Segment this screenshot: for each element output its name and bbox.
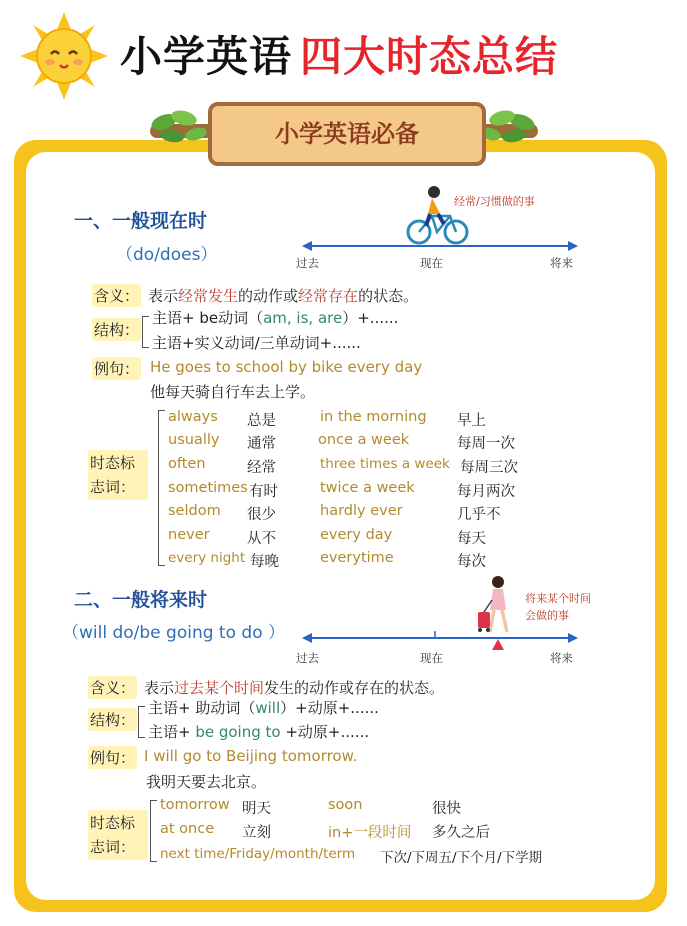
- meaning-label: 含义：: [88, 676, 137, 699]
- meaning-text-present: 表示经常发生的动作或经常存在的状态。: [148, 287, 419, 305]
- marker-zh-last: 下次/下周五/下个月/下学期: [380, 850, 543, 866]
- marker-zh: 从不: [247, 531, 276, 547]
- marker-zh2: 每天: [457, 531, 486, 547]
- marker-en: often: [168, 456, 206, 472]
- marker-en2: in the morning: [320, 409, 427, 425]
- marker-zh2: 每周三次: [460, 460, 518, 476]
- timeline-future: 将来: [550, 651, 573, 665]
- marker-zh: 明天: [242, 801, 271, 817]
- marker-zh2: 很快: [432, 801, 461, 817]
- meaning-label: 含义：: [92, 284, 141, 307]
- timeline-note-future-2: 会做的事: [525, 609, 569, 622]
- structure-label: 结构：: [88, 708, 137, 731]
- structure-line-1: 主语+ 助动词（will）+动原+......: [148, 699, 379, 717]
- example-label: 例句：: [92, 357, 141, 380]
- tense-form-future: （will do/be going to do ）: [62, 623, 286, 643]
- structure-line-2: 主语+ be going to +动原+......: [148, 723, 370, 741]
- marker-en2: in+一段时间: [328, 825, 412, 841]
- marker-zh2: 每周一次: [457, 436, 515, 452]
- structure-bracket: [142, 316, 149, 348]
- example-en-present: He goes to school by bike every day: [150, 358, 423, 376]
- marker-en: usually: [168, 432, 220, 448]
- markers-label: 时态标志词：: [88, 810, 148, 860]
- marker-en2: everytime: [320, 550, 394, 566]
- example-zh-present: 他每天骑自行车去上学。: [150, 383, 316, 401]
- marker-zh: 立刻: [242, 825, 271, 841]
- marker-en2: hardly ever: [320, 503, 403, 519]
- timeline-present: 现在: [420, 256, 443, 270]
- marker-en2: twice a week: [320, 480, 415, 496]
- marker-en: tomorrow: [160, 797, 230, 813]
- markers-bracket: [150, 800, 157, 862]
- timeline-future: 将来: [550, 256, 573, 270]
- section-title-future: 二、一般将来时: [74, 589, 208, 611]
- marker-en: every night: [168, 550, 246, 566]
- marker-zh2: 早上: [457, 413, 486, 429]
- leaf-icon: [148, 108, 210, 148]
- timeline-past: 过去: [296, 651, 319, 665]
- marker-en-last: next time/Friday/month/term: [160, 846, 356, 862]
- marker-en2: three times a week: [320, 456, 450, 472]
- marker-en: never: [168, 527, 210, 543]
- marker-en: seldom: [168, 503, 221, 519]
- page-title-part2: 四大时态总结: [300, 32, 559, 81]
- marker-zh: 总是: [247, 413, 276, 429]
- meaning-text-future: 表示过去某个时间发生的动作或存在的状态。: [144, 679, 445, 697]
- marker-en: always: [168, 409, 218, 425]
- marker-zh2: 每月两次: [457, 484, 515, 500]
- marker-en2: once a week: [318, 432, 410, 448]
- timeline-present: 现在: [420, 651, 443, 665]
- banner-title: 小学英语必备: [275, 120, 419, 148]
- markers-label: 时态标志词：: [88, 450, 148, 500]
- marker-zh2: 每次: [457, 554, 486, 570]
- marker-zh: 每晚: [250, 554, 279, 570]
- structure-label: 结构：: [92, 318, 141, 341]
- marker-en: sometimes: [168, 480, 248, 496]
- marker-en2: soon: [328, 797, 363, 813]
- page-title-part1: 小学英语: [120, 32, 293, 81]
- marker-zh2: 几乎不: [457, 507, 501, 523]
- timeline-note-future-1: 将来某个时间: [525, 592, 591, 605]
- marker-en2: every day: [320, 527, 393, 543]
- example-en-future: I will go to Beijing tomorrow.: [144, 747, 358, 765]
- example-label: 例句：: [88, 746, 137, 769]
- tense-form-present: （do/does）: [116, 245, 218, 265]
- sun-icon: [18, 10, 110, 102]
- marker-en: at once: [160, 821, 215, 837]
- structure-line-2: 主语+实义动词/三单动词+......: [152, 334, 361, 352]
- marker-zh: 通常: [247, 436, 276, 452]
- marker-zh2: 多久之后: [432, 825, 490, 841]
- structure-bracket: [138, 706, 145, 738]
- marker-zh: 很少: [247, 507, 276, 523]
- marker-zh: 有时: [249, 484, 278, 500]
- section-title-present: 一、一般现在时: [74, 210, 208, 232]
- example-zh-future: 我明天要去北京。: [146, 773, 267, 791]
- timeline-note-present: 经常/习惯做的事: [454, 195, 535, 208]
- timeline-axis-present: [300, 238, 580, 254]
- markers-bracket: [158, 410, 165, 566]
- timeline-past: 过去: [296, 256, 319, 270]
- structure-line-1: 主语+ be动词（am, is, are）+......: [152, 309, 399, 327]
- marker-zh: 经常: [247, 460, 276, 476]
